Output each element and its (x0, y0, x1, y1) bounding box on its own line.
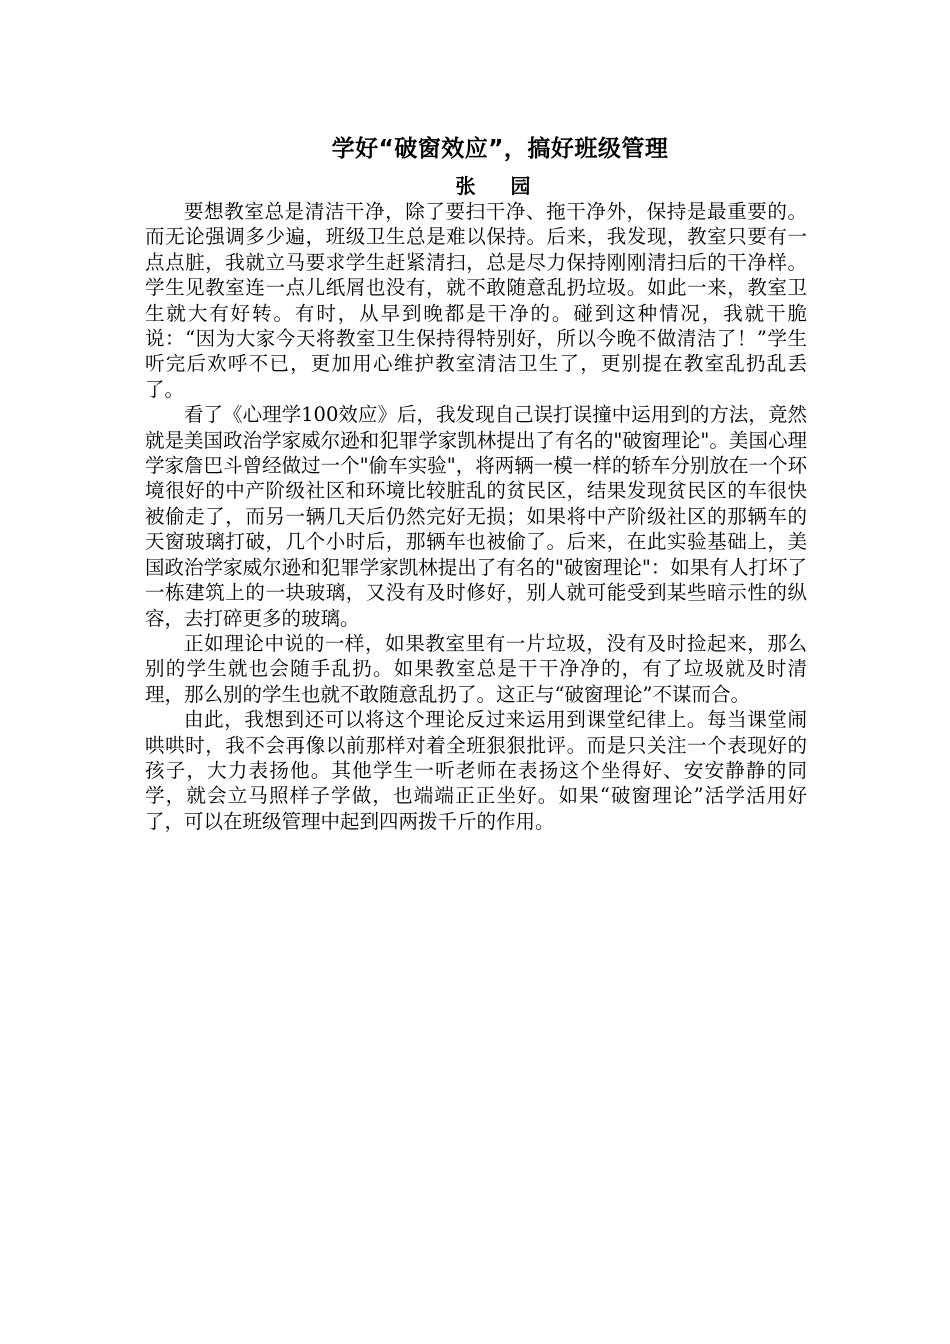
paragraph-4: 由此，我想到还可以将这个理论反过来运用到课堂纪律上。每当课堂闹哄哄时，我不会再像以前那样对着全班狠狠批评。而是只关注一个表现好的孩子，大力表扬他。其他学生一听老师在表扬这个坐得好、安安静静的同学，就会立马照样子学做，也端端正正坐好。如果“破窗理论”活学活用好了，可以在班级管理中起到四两拨千斤的作用。 (145, 708, 807, 833)
document-body (145, 199, 807, 834)
paragraph-3: 正如理论中说的一样，如果教室里有一片垃圾，没有及时捡起来，那么别的学生就也会随手乱扔。如果教室总是干干净净的，有了垃圾就及时清理，那么别的学生也就不敢随意乱扔了。这正与“破窗理论”不谋而合。 (145, 631, 807, 706)
author-name: 张 园 (455, 174, 545, 198)
document-title: 学好“破窗效应”，搞好班级管理 (331, 136, 669, 162)
paragraph-1: 要想教室总是清洁干净，除了要扫干净、拖干净外，保持是最重要的。而无论强调多少遍，班级卫生总是难以保持。后来，我发现，教室只要有一点点脏，我就立马要求学生赶紧清扫，总是尽力保持刚刚清扫后的干净样。学生见教室连一点儿纸屑也没有，就不敢随意乱扔垃圾。如此一来，教室卫生就大有好转。有时，从早到晚都是干净的。碰到这种情况，我就干脆说：“因为大家今天将教室卫生保持得特别好，所以今晚不做清洁了！”学生听完后欢呼不已，更加用心维护教室清洁卫生了，更别提在教室乱扔乱丢了。 (145, 200, 807, 401)
paragraph-2: 看了《心理学100效应》后，我发现自己误打误撞中运用到的方法，竟然就是美国政治学家威尔逊和犯罪学家凯林提出了有名的"破窗理论"。美国心理学家詹巴斗曾经做过一个"偷车实验"，将两辆一模一样的轿车分别放在一个环境很好的中产阶级社区和环境比较脏乱的贫民区，结果发现贫民区的车很快被偷走了，而另一辆几天后仍然完好无损；如果将中产阶级社区的那辆车的天窗玻璃打破，几个小时后，那辆车也被偷了。后来，在此实验基础上，美国政治学家威尔逊和犯罪学家凯林提出了有名的"破窗理论"：如果有人打坏了一栋建筑上的一块玻璃，又没有及时修好，别人就可能受到某些暗示性的纵容，去打碎更多的玻璃。 (145, 403, 807, 630)
